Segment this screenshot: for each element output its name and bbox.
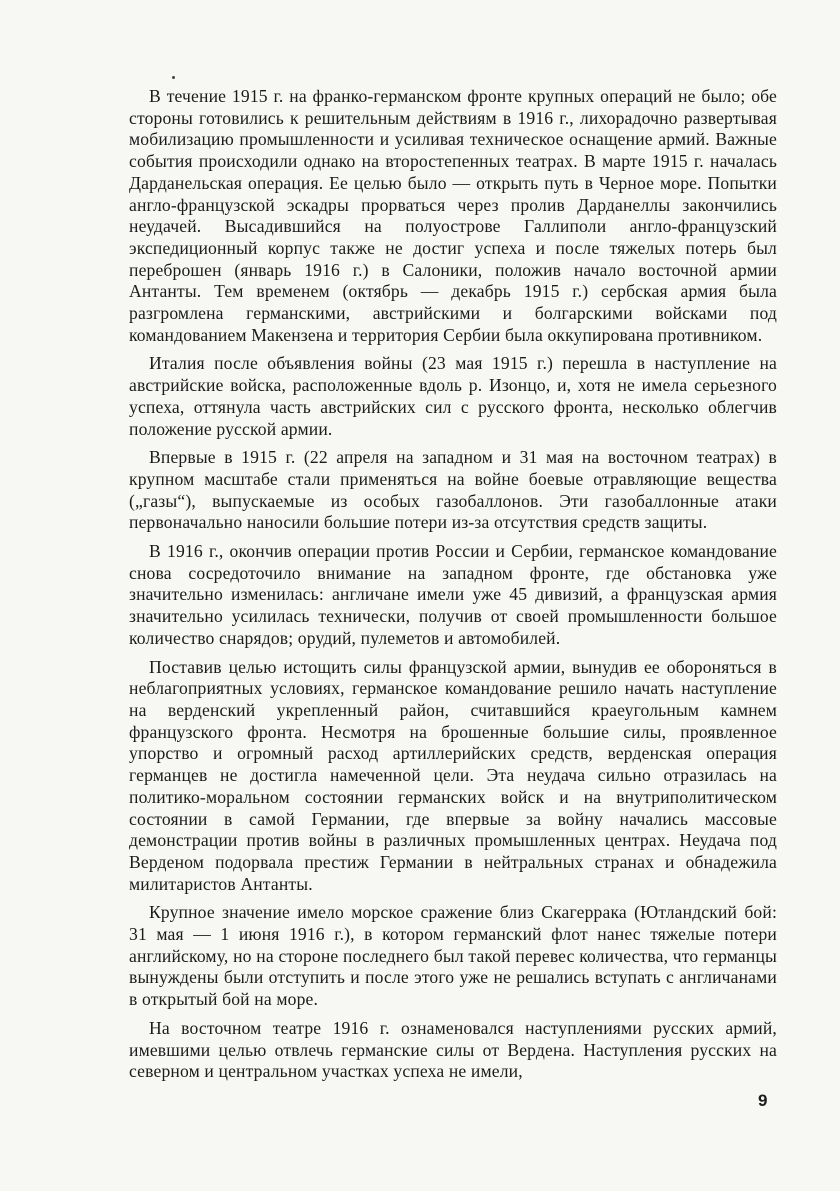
paragraph-3: Впервые в 1915 г. (22 апреля на западном и 31 мая на восточном театрах) в крупном масштабе стали применяться на войне боевые отравляющие вещества („газы“), выпускаемые из особых газобаллонов. Эти газобаллонные атаки первоначально наносили большие потери из-за отсутствия средств защиты.: [129, 447, 777, 533]
page-body-text: [129, 86, 777, 1090]
paragraph-5: Поставив целью истощить силы французской армии, вынудив ее обороняться в неблагоприятных условиях, германское командование решило начать наступление на верденский укрепленный район, считавшийся краеугольным камнем французского фронта. Несмотря на брошенные большие силы, проявленное упорство и огромный расход артиллерийских средств, верденская операция германцев не достигла намеченной цели. Эта неудача сильно отразилась на политико-моральном состоянии германских войск и на внутриполитическом состоянии в самой Германии, где впервые за войну начались массовые демонстрации против войны в различных промышленных центрах. Неудача под Верденом подорвала престиж Германии в нейтральных странах и обнадежила милитаристов Антанты.: [129, 656, 777, 894]
paragraph-7: На восточном театре 1916 г. ознаменовался наступлениями русских армий, имевшими целью отвлечь германские силы от Вердена. Наступления русских на северном и центральном участках успеха не имели,: [129, 1017, 777, 1082]
paragraph-4: В 1916 г., окончив операции против России и Сербии, германское командование снова сосредоточило внимание на западном фронте, где обстановка уже значительно изменилась: англичане имели уже 45 дивизий, а французская армия значительно усилилась технически, получив от своей промышленности большое количество снарядов; орудий, пулеметов и автомобилей.: [129, 541, 777, 648]
paragraph-6: Крупное значение имело морское сражение близ Скагеррака (Ютландский бой: 31 мая — 1 июня 1916 г.), в котором германский флот нанес тяжелые потери английскому, но на стороне последнего был такой перевес количества, что германцы вынуждены были отступить и после этого уже не решались вступать с англичанами в открытый бой на море.: [129, 902, 777, 1010]
paragraph-2: Италия после объявления войны (23 мая 1915 г.) перешла в наступление на австрийские войска, расположенные вдоль р. Изонцо, и, хотя не имела серьезного успеха, оттянула часть австрийских сил с русского фронта, несколько облегчив положение русской армии.: [129, 353, 777, 439]
page-number: 9: [758, 1091, 768, 1110]
paragraph-1: В течение 1915 г. на франко-германском фронте крупных операций не было; обе стороны готовились к решительным действиям в 1916 г., лихорадочно развертывая мобилизацию промышленности и усиливая техническое оснащение армий. Важные события происходили однако на второстепенных театрах. В марте 1915 г. началась Дарданельская операция. Ее целью было — открыть путь в Черное море. Попытки англо-французской эскадры прорваться через пролив Дарданеллы закончились неудачей. Высадившийся на полуострове Галлиполи англо-французский экспедиционный корпус также не достиг успеха и после тяжелых потерь был переброшен (январь 1916 г.) в Салоники, положив начало восточной армии Антанты. Тем временем (октябрь — декабрь 1915 г.) сербская армия была разгромлена германскими, австрийскими и болгарскими войсками под командованием Макензена и территория Сербии была оккупирована противником.: [129, 86, 777, 345]
print-speck: [172, 76, 175, 79]
